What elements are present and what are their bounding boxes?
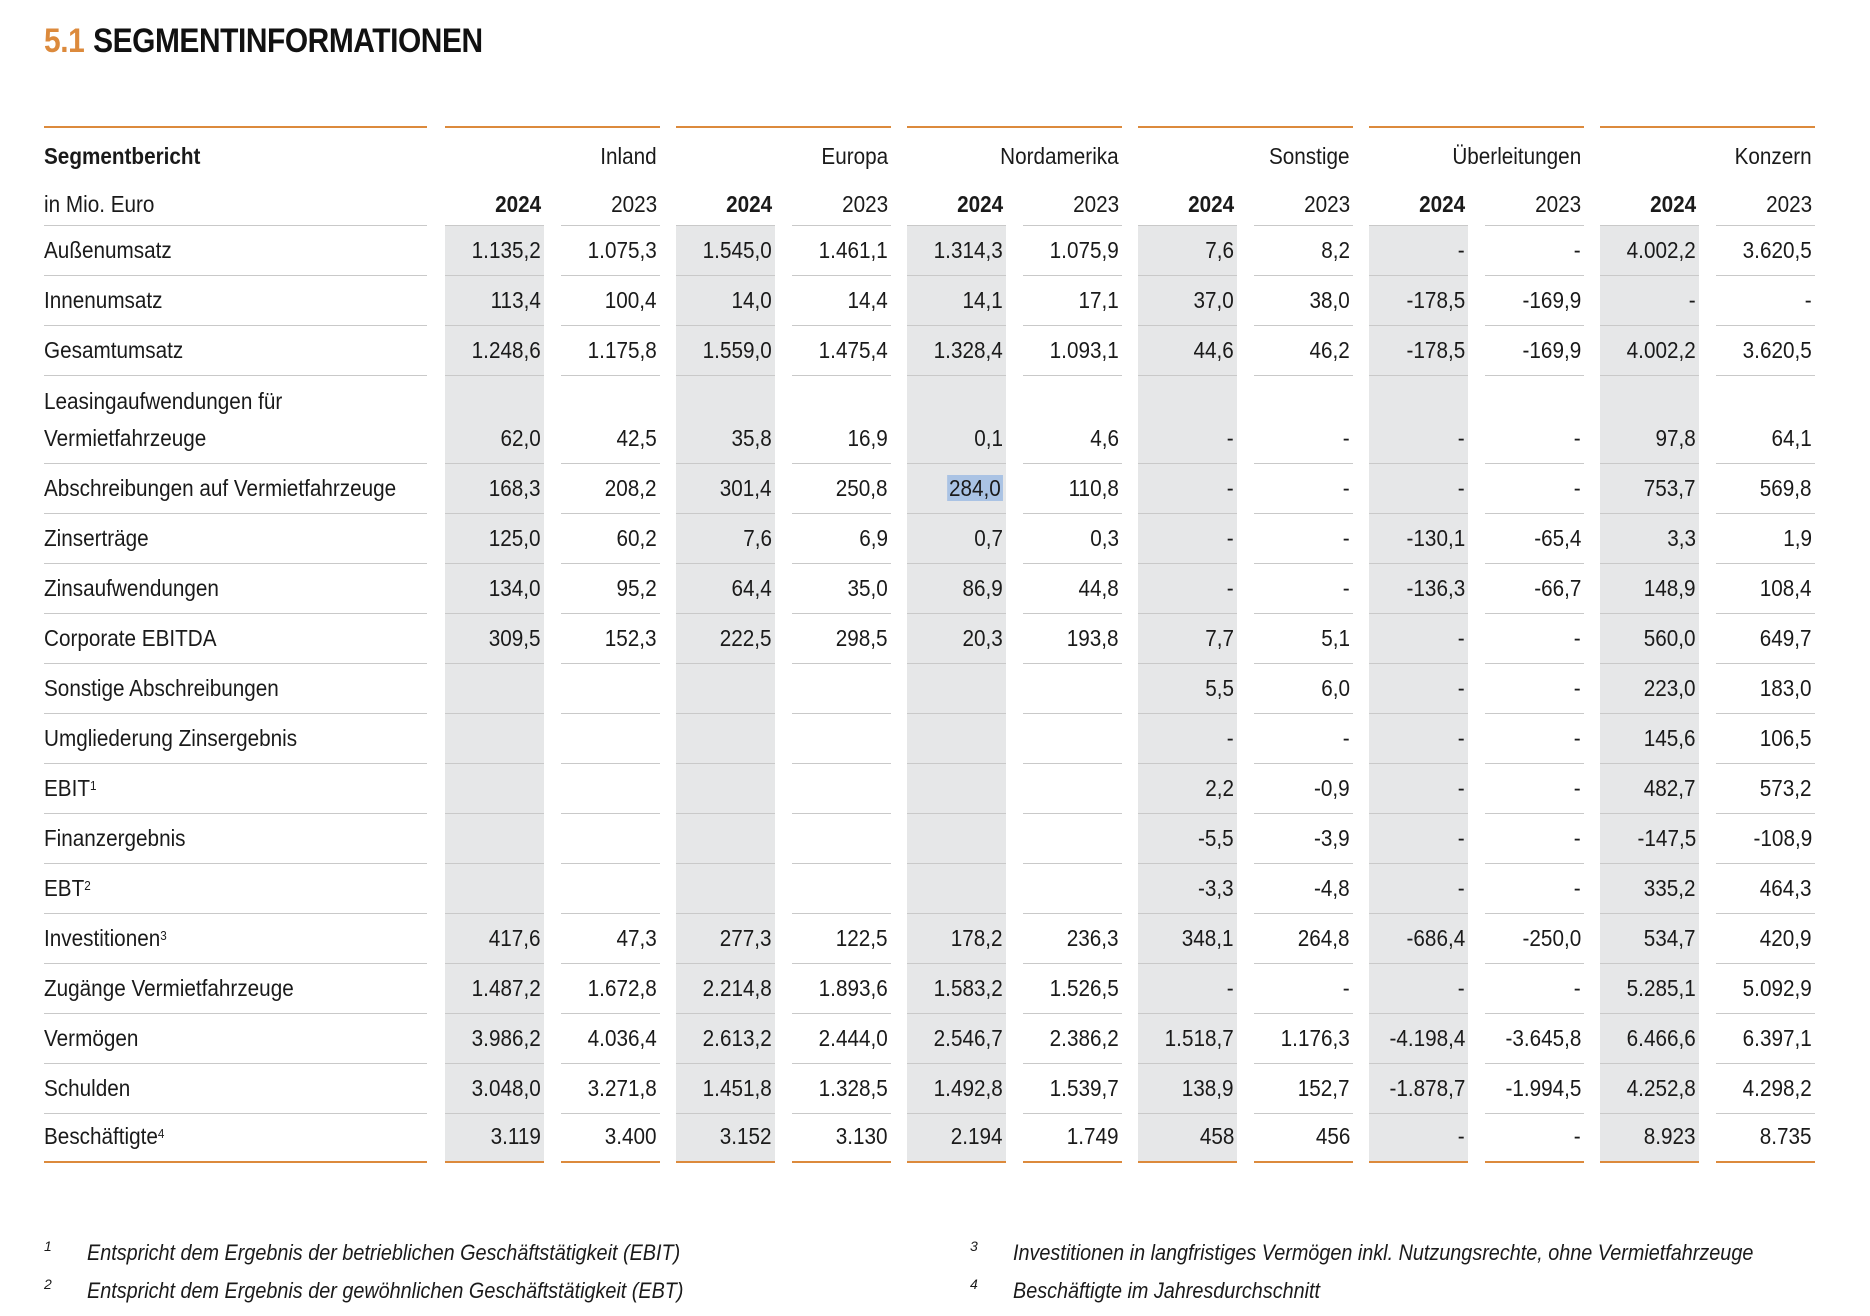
year-header: 2024 xyxy=(956,191,1003,217)
footnote-ref: 3 xyxy=(160,928,167,943)
table-cell: 464,3 xyxy=(1760,875,1812,901)
year-header: 2024 xyxy=(1649,191,1696,217)
table-cell: -108,9 xyxy=(1753,825,1812,851)
table-cell: 122,5 xyxy=(836,925,888,951)
table-cell: 152,7 xyxy=(1298,1075,1350,1101)
table-cell: 6.466,6 xyxy=(1626,1025,1696,1051)
row-label: Leasingaufwendungen für xyxy=(44,388,283,414)
table-cell: 3,3 xyxy=(1667,525,1696,551)
table-cell: 301,4 xyxy=(720,475,772,501)
table-cell: - xyxy=(1574,975,1581,1001)
segment-header: Sonstige xyxy=(1269,143,1350,169)
row-label-text: EBT xyxy=(44,875,85,901)
table-cell: 649,7 xyxy=(1760,625,1812,651)
table-cell: 138,9 xyxy=(1182,1075,1234,1101)
header-rule-label xyxy=(44,126,427,128)
table-cell: 60,2 xyxy=(616,525,657,551)
column-shade-2024 xyxy=(907,225,1006,1161)
unit-label: in Mio. Euro xyxy=(44,191,155,217)
segment-header: Europa xyxy=(821,143,888,169)
table-cell: - xyxy=(1458,1123,1465,1149)
table-cell: -1.878,7 xyxy=(1389,1075,1465,1101)
table-cell: -65,4 xyxy=(1533,525,1581,551)
table-cell: -3.645,8 xyxy=(1505,1025,1581,1051)
table-cell: 5,1 xyxy=(1321,625,1350,651)
table-cell: 534,7 xyxy=(1644,925,1696,951)
row-label xyxy=(44,874,91,902)
table-cell: - xyxy=(1458,725,1465,751)
table-cell: 5,5 xyxy=(1205,675,1234,701)
footnote-ref: 2 xyxy=(84,878,91,893)
table-cell: 1.451,8 xyxy=(702,1075,772,1101)
table-cell: - xyxy=(1574,1123,1581,1149)
row-label-text: Zinserträge xyxy=(44,525,149,551)
section-title: SEGMENTINFORMATIONEN xyxy=(93,22,483,60)
table-cell: 193,8 xyxy=(1067,625,1119,651)
table-cell: 1.314,3 xyxy=(933,237,1003,263)
row-label-line2: Vermietfahrzeuge xyxy=(44,425,207,451)
table-cell: 178,2 xyxy=(951,925,1003,951)
row-label-text: Sonstige Abschreibungen xyxy=(44,675,279,701)
column-shade-2024 xyxy=(445,225,544,1161)
table-cell: 1.248,6 xyxy=(471,337,541,363)
table-cell xyxy=(948,474,1003,502)
table-cell: - xyxy=(1227,425,1234,451)
table-cell: 1,9 xyxy=(1783,525,1812,551)
table-cell: - xyxy=(1458,425,1465,451)
table-cell: 222,5 xyxy=(720,625,772,651)
footnote-mark: 4 xyxy=(970,1276,978,1292)
table-cell: 1.176,3 xyxy=(1280,1025,1350,1051)
table-cell: 4.002,2 xyxy=(1626,337,1696,363)
table-cell: 417,6 xyxy=(489,925,541,951)
table-cell: 2.214,8 xyxy=(702,975,772,1001)
table-cell: - xyxy=(1574,825,1581,851)
table-cell: 1.526,5 xyxy=(1049,975,1119,1001)
table-cell: 3.119 xyxy=(490,1123,541,1149)
table-cell: 110,8 xyxy=(1068,475,1119,501)
row-label xyxy=(44,1024,138,1052)
year-header: 2023 xyxy=(1765,191,1812,217)
table-cell: - xyxy=(1227,475,1234,501)
table-cell: 1.093,1 xyxy=(1049,337,1119,363)
table-cell: -3,3 xyxy=(1198,875,1234,901)
header-rule-segment xyxy=(676,126,891,128)
table-cell: - xyxy=(1343,525,1350,551)
table-cell: 2.613,2 xyxy=(702,1025,772,1051)
year-header: 2023 xyxy=(841,191,888,217)
table-cell: 7,6 xyxy=(1205,237,1234,263)
table-cell: 62,0 xyxy=(500,425,541,451)
table-cell: 152,3 xyxy=(605,625,657,651)
table-cell: 3.620,5 xyxy=(1742,237,1812,263)
table-cell: 113,4 xyxy=(490,287,541,313)
column-shade-2024 xyxy=(676,225,775,1161)
table-cell: - xyxy=(1227,725,1234,751)
table-cell: 6,9 xyxy=(859,525,888,551)
table-cell: 348,1 xyxy=(1182,925,1234,951)
row-label-text: Gesamtumsatz xyxy=(44,337,184,363)
table-cell: 1.893,6 xyxy=(818,975,888,1001)
table-cell: -4.198,4 xyxy=(1389,1025,1465,1051)
year-header: 2024 xyxy=(1418,191,1465,217)
table-cell: 1.135,2 xyxy=(471,237,541,263)
table-cell: -686,4 xyxy=(1406,925,1465,951)
segment-header: Inland xyxy=(600,143,657,169)
table-cell: 134,0 xyxy=(489,575,541,601)
table-cell: 16,9 xyxy=(847,425,888,451)
row-label-text: Zugänge Vermietfahrzeuge xyxy=(44,975,294,1001)
table-cell: 3.620,5 xyxy=(1742,337,1812,363)
row-label-text: Investitionen xyxy=(44,925,161,951)
section-number: 5.1 xyxy=(44,22,85,60)
row-label-text: Umgliederung Zinsergebnis xyxy=(44,725,298,751)
table-cell: 46,2 xyxy=(1309,337,1350,363)
table-cell: -136,3 xyxy=(1406,575,1465,601)
table-cell: 1.328,4 xyxy=(933,337,1003,363)
table-cell: 35,8 xyxy=(731,425,772,451)
table-cell: 2.194 xyxy=(951,1123,1003,1149)
table-cell: 97,8 xyxy=(1655,425,1696,451)
row-label xyxy=(44,524,149,552)
table-cell: -4,8 xyxy=(1314,875,1350,901)
table-cell: - xyxy=(1343,725,1350,751)
table-cell: 250,8 xyxy=(836,475,888,501)
table-cell: 4.002,2 xyxy=(1626,237,1696,263)
table-cell: -3,9 xyxy=(1314,825,1350,851)
table-cell: 1.545,0 xyxy=(702,237,772,263)
table-cell: 223,0 xyxy=(1644,675,1696,701)
table-cell: 1.461,1 xyxy=(818,237,888,263)
table-cell: 35,0 xyxy=(847,575,888,601)
table-cell: 1.075,3 xyxy=(587,237,657,263)
table-cell: 1.559,0 xyxy=(702,337,772,363)
table-cell: 1.583,2 xyxy=(933,975,1003,1001)
table-cell: -178,5 xyxy=(1406,337,1465,363)
table-cell: 1.475,4 xyxy=(818,337,888,363)
table-cell: - xyxy=(1343,425,1350,451)
table-cell: 3.271,8 xyxy=(587,1075,657,1101)
row-label xyxy=(44,824,186,852)
year-header: 2023 xyxy=(1072,191,1119,217)
table-cell: 14,1 xyxy=(962,287,1003,313)
table-cell: 5.285,1 xyxy=(1626,975,1696,1001)
table-cell: 1.749 xyxy=(1067,1123,1119,1149)
segment-header: Überleitungen xyxy=(1452,143,1581,169)
footnote-ref: 4 xyxy=(157,1126,165,1141)
table-cell: 2.546,7 xyxy=(933,1025,1003,1051)
year-header: 2023 xyxy=(1534,191,1581,217)
table-cell: 42,5 xyxy=(616,425,657,451)
table-cell: - xyxy=(1574,725,1581,751)
table-cell: 277,3 xyxy=(720,925,772,951)
row-label xyxy=(44,574,219,602)
table-cell: 3.400 xyxy=(605,1123,657,1149)
table-cell: 236,3 xyxy=(1067,925,1119,951)
table-cell: -250,0 xyxy=(1522,925,1581,951)
table-cell: 183,0 xyxy=(1760,675,1812,701)
segment-header: Konzern xyxy=(1734,143,1812,169)
table-header-label: Segmentbericht xyxy=(44,143,201,169)
footnote-text: Investitionen in langfristiges Vermögen inkl. Nutzungsrechte, ohne Vermietfahrzeuge xyxy=(1013,1240,1754,1265)
row-label xyxy=(44,774,97,802)
column-shade-2024 xyxy=(1369,225,1468,1161)
row-label-text: Innenumsatz xyxy=(44,287,163,313)
table-cell: 0,1 xyxy=(974,425,1003,451)
table-cell: - xyxy=(1227,575,1234,601)
footnote-ref: 1 xyxy=(90,778,97,793)
row-label-text: Zinsaufwendungen xyxy=(44,575,219,601)
table-cell: 4.298,2 xyxy=(1742,1075,1812,1101)
footnote-mark: 2 xyxy=(44,1276,52,1292)
footnote-text: Entspricht dem Ergebnis der gewöhnlichen Geschäftstätigkeit (EBT) xyxy=(87,1278,684,1303)
row-label xyxy=(44,474,396,502)
table-cell: - xyxy=(1574,475,1581,501)
table-cell: -130,1 xyxy=(1406,525,1465,551)
table-cell: - xyxy=(1343,575,1350,601)
footnote-text: Beschäftigte im Jahresdurchschnitt xyxy=(1013,1278,1321,1303)
table-cell: 7,6 xyxy=(743,525,772,551)
row-label-text: Abschreibungen auf Vermietfahrzeuge xyxy=(44,475,397,501)
table-cell: 47,3 xyxy=(616,925,657,951)
table-cell: - xyxy=(1574,675,1581,701)
table-cell: 5.092,9 xyxy=(1742,975,1812,1001)
table-cell: 38,0 xyxy=(1309,287,1350,313)
table-cell: 100,4 xyxy=(605,287,657,313)
table-cell: 7,7 xyxy=(1205,625,1234,651)
row-label xyxy=(44,1122,164,1150)
table-cell: -169,9 xyxy=(1522,337,1581,363)
row-label xyxy=(44,624,217,652)
year-header: 2023 xyxy=(610,191,657,217)
table-cell: 108,4 xyxy=(1760,575,1812,601)
table-cell: - xyxy=(1805,287,1812,313)
table-cell: - xyxy=(1458,975,1465,1001)
table-cell: - xyxy=(1458,875,1465,901)
table-cell: 560,0 xyxy=(1644,625,1696,651)
table-cell: 6.397,1 xyxy=(1742,1025,1812,1051)
table-cell: 37,0 xyxy=(1193,287,1234,313)
row-label xyxy=(44,1074,130,1102)
table-cell: 1.487,2 xyxy=(471,975,541,1001)
table-cell: - xyxy=(1574,775,1581,801)
table-cell: 17,1 xyxy=(1078,287,1119,313)
table-cell: -169,9 xyxy=(1522,287,1581,313)
table-cell: - xyxy=(1458,237,1465,263)
table-cell: 44,6 xyxy=(1193,337,1234,363)
table-cell: -0,9 xyxy=(1314,775,1350,801)
year-header: 2023 xyxy=(1303,191,1350,217)
table-cell: 8,2 xyxy=(1321,237,1350,263)
row-label xyxy=(44,974,294,1002)
table-cell: 573,2 xyxy=(1760,775,1812,801)
table-cell: 208,2 xyxy=(605,475,657,501)
row-label-text: Schulden xyxy=(44,1075,131,1101)
table-cell: 1.672,8 xyxy=(587,975,657,1001)
table-cell: 2.444,0 xyxy=(818,1025,888,1051)
table-cell: 2,2 xyxy=(1205,775,1234,801)
table-cell: -147,5 xyxy=(1637,825,1696,851)
table-cell: 4.036,4 xyxy=(587,1025,657,1051)
table-cell: - xyxy=(1343,475,1350,501)
table-cell: - xyxy=(1458,475,1465,501)
table-cell: 1.518,7 xyxy=(1164,1025,1234,1051)
table-cell: 6,0 xyxy=(1321,675,1350,701)
table-cell: 1.075,9 xyxy=(1049,237,1119,263)
table-cell: 335,2 xyxy=(1644,875,1696,901)
table-cell: -1.994,5 xyxy=(1505,1075,1581,1101)
table-cell: 309,5 xyxy=(489,625,541,651)
table-cell: - xyxy=(1574,237,1581,263)
table-cell: - xyxy=(1458,775,1465,801)
table-cell: 2.386,2 xyxy=(1049,1025,1119,1051)
table-cell: 148,9 xyxy=(1644,575,1696,601)
table-cell: - xyxy=(1458,825,1465,851)
table-cell: 298,5 xyxy=(836,625,888,651)
table-cell: 4.252,8 xyxy=(1626,1075,1696,1101)
highlighted-value: 284,0 xyxy=(949,475,1002,501)
table-cell: - xyxy=(1574,425,1581,451)
table-cell: 64,4 xyxy=(731,575,772,601)
table-cell: 0,3 xyxy=(1090,525,1119,551)
year-header: 2024 xyxy=(1187,191,1234,217)
header-rule-segment xyxy=(1369,126,1584,128)
row-label-text: Beschäftigte xyxy=(44,1123,158,1149)
table-cell: 3.130 xyxy=(836,1123,888,1149)
row-label xyxy=(44,286,163,314)
row-label xyxy=(44,674,279,702)
table-cell: 20,3 xyxy=(962,625,1003,651)
table-cell: 0,7 xyxy=(974,525,1003,551)
row-label-text: Außenumsatz xyxy=(44,237,172,263)
table-cell: 456 xyxy=(1315,1123,1350,1149)
table-cell: 95,2 xyxy=(616,575,657,601)
row-label-text: Vermögen xyxy=(44,1025,139,1051)
table-cell: - xyxy=(1689,287,1696,313)
row-label xyxy=(44,236,172,264)
table-cell: 86,9 xyxy=(962,575,1003,601)
table-cell: -178,5 xyxy=(1406,287,1465,313)
header-rule-segment xyxy=(445,126,660,128)
table-cell: 1.539,7 xyxy=(1049,1075,1119,1101)
table-cell: - xyxy=(1227,975,1234,1001)
table-cell: 3.048,0 xyxy=(471,1075,541,1101)
table-cell: 420,9 xyxy=(1760,925,1812,951)
table-cell: 3.986,2 xyxy=(471,1025,541,1051)
table-cell: 8.735 xyxy=(1760,1123,1812,1149)
page-title xyxy=(44,22,483,61)
table-cell: 1.175,8 xyxy=(587,337,657,363)
table-cell: - xyxy=(1343,975,1350,1001)
row-label xyxy=(44,724,297,752)
header-rule-segment xyxy=(1600,126,1815,128)
header-rule-segment xyxy=(907,126,1122,128)
year-header: 2024 xyxy=(494,191,541,217)
row-label xyxy=(44,336,183,364)
table-cell: 145,6 xyxy=(1644,725,1696,751)
table-cell: 44,8 xyxy=(1078,575,1119,601)
table-cell: -5,5 xyxy=(1198,825,1234,851)
header-rule-segment xyxy=(1138,126,1353,128)
table-cell: 125,0 xyxy=(489,525,541,551)
footnote-mark: 1 xyxy=(44,1238,52,1254)
table-cell: - xyxy=(1227,525,1234,551)
table-cell: 64,1 xyxy=(1771,425,1812,451)
table-cell: 14,0 xyxy=(731,287,772,313)
table-cell: 8.923 xyxy=(1644,1123,1696,1149)
table-cell: 168,3 xyxy=(489,475,541,501)
footnote-mark: 3 xyxy=(970,1238,978,1254)
table-cell: -66,7 xyxy=(1533,575,1581,601)
table-cell: - xyxy=(1458,675,1465,701)
table-cell: 569,8 xyxy=(1760,475,1812,501)
table-cell: 264,8 xyxy=(1298,925,1350,951)
row-label-text: Finanzergebnis xyxy=(44,825,186,851)
row-label-text: EBIT xyxy=(44,775,91,801)
table-cell: - xyxy=(1458,625,1465,651)
row-label xyxy=(44,924,167,952)
year-header: 2024 xyxy=(725,191,772,217)
table-cell: 458 xyxy=(1199,1123,1234,1149)
footnote-text: Entspricht dem Ergebnis der betrieblichen Geschäftstätigkeit (EBIT) xyxy=(87,1240,681,1265)
table-cell: - xyxy=(1574,875,1581,901)
row-label-text: Corporate EBITDA xyxy=(44,625,217,651)
table-cell: 1.492,8 xyxy=(933,1075,1003,1101)
table-cell: 3.152 xyxy=(720,1123,772,1149)
table-cell: 753,7 xyxy=(1644,475,1696,501)
table-cell: 106,5 xyxy=(1760,725,1812,751)
segment-header: Nordamerika xyxy=(1000,143,1119,169)
table-cell: 482,7 xyxy=(1644,775,1696,801)
table-cell: 4,6 xyxy=(1090,425,1119,451)
table-cell: 1.328,5 xyxy=(818,1075,888,1101)
table-cell: - xyxy=(1574,625,1581,651)
table-cell: 14,4 xyxy=(847,287,888,313)
